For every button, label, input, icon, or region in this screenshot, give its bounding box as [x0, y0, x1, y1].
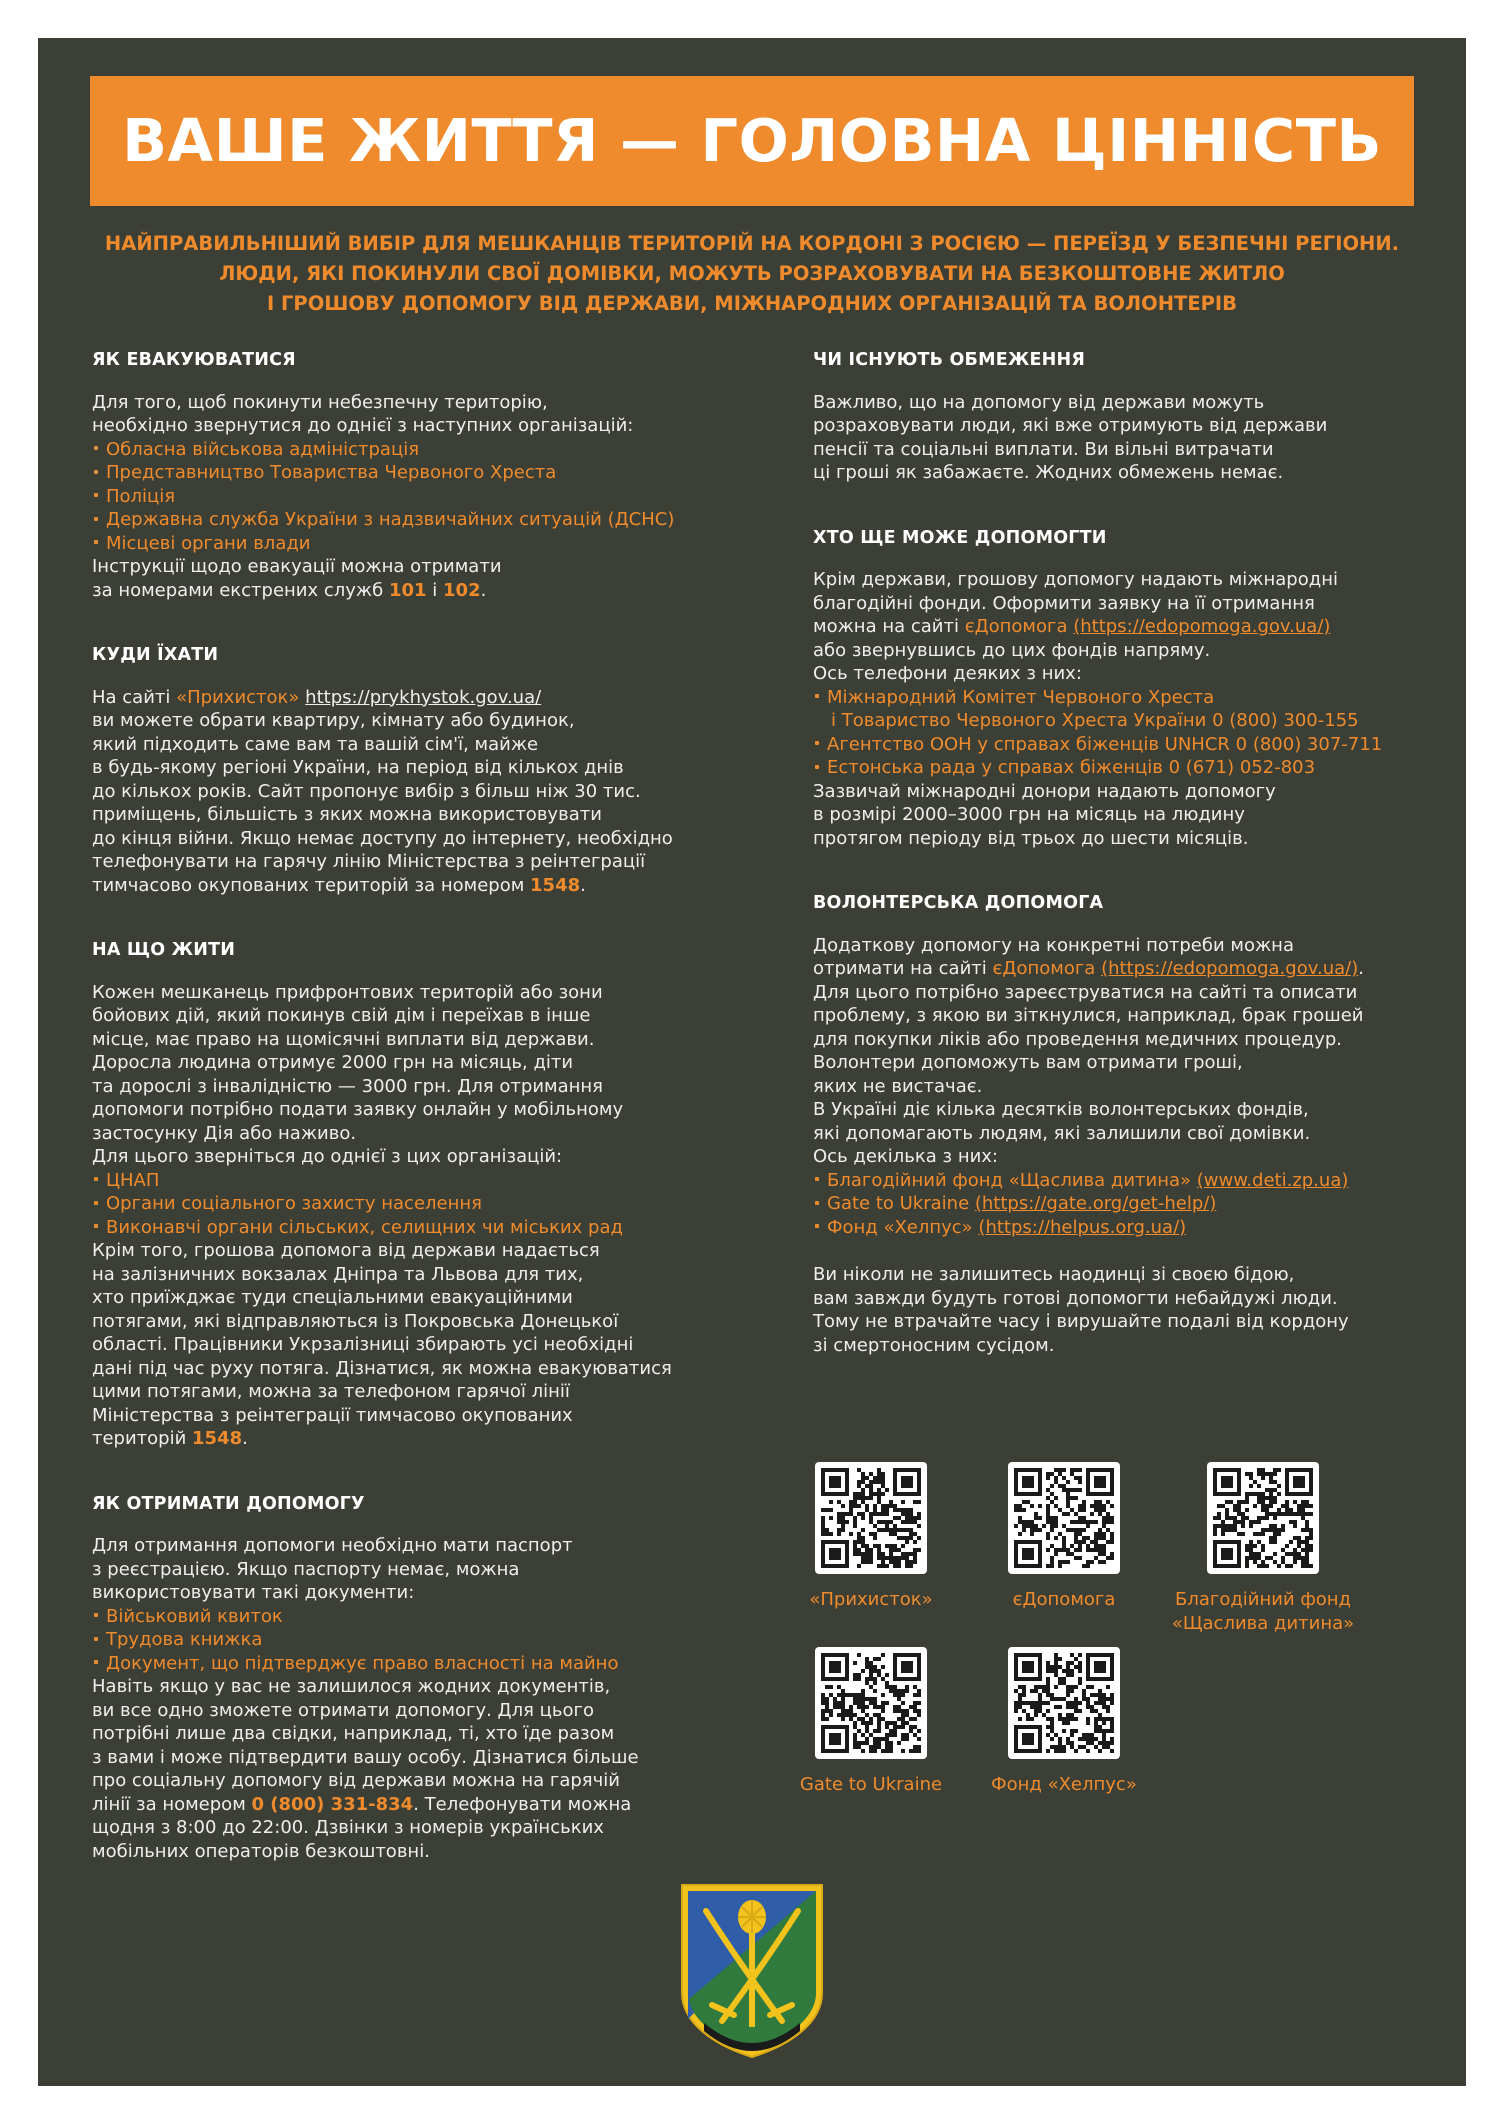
section-line: про соціальну допомогу від держави можна на гарячій: [92, 1770, 620, 1791]
section-line: дані під час руху потяга. Дізнатися, як можна евакуюватися: [92, 1357, 672, 1379]
list-item: Міжнародний Комітет Червоного Хреста: [813, 686, 1443, 710]
section-heading: ЯК ОТРИМАТИ ДОПОМОГУ: [92, 1493, 365, 1514]
site-link[interactable]: (www.deti.zp.ua): [1196, 1169, 1349, 1191]
closing-line: Ви ніколи не залишитесь наодинці зі своєю бідою,: [813, 1264, 1295, 1285]
phone-number: 0 (800) 331-834: [251, 1793, 414, 1815]
section-line: ви все одно зможете отримати допомогу. Для цього: [92, 1699, 595, 1721]
section-line: телефонувати на гарячу лінію Міністерства з реінтеграції: [92, 851, 646, 872]
section-live: [92, 939, 732, 1451]
section-line: Інструкції щодо евакуації можна отримати: [92, 556, 502, 577]
section-heading: КУДИ ЇХАТИ: [92, 645, 219, 665]
list-item: Естонська рада у справах біженців 0 (671) 052-803: [813, 756, 1443, 780]
section-line: для покупки ліків або проведення медичних процедур.: [813, 1028, 1342, 1050]
list-item: Фонд «Хелпус» (https://helpus.org.ua/): [813, 1216, 1443, 1240]
list-item: Виконавчі органи сільських, селищних чи міських рад: [92, 1216, 732, 1240]
list-item: Державна служба України з надзвичайних ситуацій (ДСНС): [92, 508, 732, 532]
list-item: ЦНАП: [92, 1169, 732, 1193]
site-link[interactable]: (https://helpus.org.ua/): [978, 1216, 1187, 1238]
poster: [38, 38, 1466, 2086]
section-line: Крім держави, грошову допомогу надають міжнародні: [813, 569, 1338, 590]
subtitle-line: ЛЮДИ, ЯКІ ПОКИНУЛИ СВОЇ ДОМІВКИ, МОЖУТЬ РОЗРАХОВУВАТИ НА БЕЗКОШТОВНЕ ЖИТЛО: [219, 262, 1285, 285]
section-line: Крім того, грошова допомога від держави надається: [92, 1240, 600, 1261]
list-item: Трудова книжка: [92, 1628, 732, 1652]
left-column: [92, 349, 732, 1863]
subtitle-line: НАЙПРАВИЛЬНІШИЙ ВИБІР ДЛЯ МЕШКАНЦІВ ТЕРИТОРІЙ НА КОРДОНІ З РОСІЄЮ — ПЕРЕЇЗД У БЕЗПЕЧНІ РЕГІОНИ.: [104, 232, 1400, 255]
subtitle-line: І ГРОШОВУ ДОПОМОГУ ВІД ДЕРЖАВИ, МІЖНАРОДНИХ ОРГАНІЗАЦІЙ ТА ВОЛОНТЕРІВ: [266, 292, 1238, 315]
site-link[interactable]: https://prykhystok.gov.ua/: [305, 686, 542, 708]
section-line: проблему, з якою ви зіткнулися, наприклад, брак грошей: [813, 1005, 1364, 1026]
section-line: місце, має право на щомісячні виплати від держави.: [92, 1028, 595, 1050]
qr-label: «Прихисток»: [809, 1589, 933, 1610]
section-line: пенсії та соціальні виплати. Ви вільні витрачати: [813, 438, 1274, 460]
bullet-icon: [94, 446, 98, 450]
section-line: необхідно звернутися до однієї з наступних організацій:: [92, 415, 634, 436]
section-line: благодійні фонди. Оформити заявку на її отримання: [813, 592, 1315, 614]
site-link[interactable]: (https://edopomoga.gov.ua/): [1101, 958, 1359, 979]
section-who: [813, 527, 1443, 851]
section-line: Додаткову допомогу на конкретні потреби можна: [813, 934, 1294, 956]
qr-label: Фонд «Хелпус»: [991, 1774, 1137, 1795]
section-line: Для того, щоб покинути небезпечну територію,: [92, 391, 548, 413]
bullet-icon: [815, 741, 819, 745]
section-line: Ось телефони деяких з них:: [813, 663, 1082, 684]
section-line: лінії за номером 0 (800) 331-834. Телефонувати можна: [92, 1793, 632, 1815]
section-line: на залізничних вокзалах Дніпра та Львова для тих,: [92, 1263, 584, 1285]
closing-line: вам завжди будуть готові допомогти небайдужі люди.: [813, 1287, 1338, 1309]
list-item: Благодійний фонд «Щаслива дитина» (www.deti.zp.ua): [813, 1169, 1443, 1193]
section-line: отримати на сайті єДопомога (https://edopomoga.gov.ua/).: [813, 958, 1364, 979]
section-line: щодня з 8:00 до 22:00. Дзвінки з номерів українських: [92, 1817, 604, 1838]
section-heading: ЯК ЕВАКУЮВАТИСЯ: [92, 350, 296, 370]
section-line: Кожен мешканець прифронтових територій або зони: [92, 981, 603, 1003]
site-link[interactable]: (https://gate.org/get-help/): [974, 1193, 1217, 1214]
section-line: мобільних операторів безкоштовні.: [92, 1840, 430, 1862]
section-line: потрібні лише два свідки, наприклад, ті, хто їде разом: [92, 1723, 615, 1744]
section-line: з вами і може підтвердити вашу особу. Дізнатися більше: [92, 1746, 639, 1768]
bullet-icon: [94, 493, 98, 497]
qr-code-icon: [815, 1647, 927, 1759]
section-line: з реєстрацією. Якщо паспорту немає, можна: [92, 1558, 520, 1580]
section-line: цими потягами, можна за телефоном гарячої лінії: [92, 1381, 570, 1402]
ministry-reintegration-emblem-icon: [678, 1881, 826, 2059]
section-line: застосунку Дія або наживо.: [92, 1122, 357, 1144]
section-line: ці гроші як забажаєте. Жодних обмежень немає.: [813, 462, 1284, 483]
list-item: Представництво Товариства Червоного Хреста: [92, 461, 732, 485]
section-line: протягом періоду від трьох до шести місяців.: [813, 827, 1249, 849]
section-line: можна на сайті єДопомога (https://edopomoga.gov.ua/): [813, 616, 1331, 637]
subtitle: [78, 229, 1426, 319]
section-line: Важливо, що на допомогу від держави можуть: [813, 391, 1265, 413]
section-line: тимчасово окупованих територій за номером 1548.: [92, 874, 586, 896]
section-line: Доросла людина отримує 2000 грн на місяць, діти: [92, 1052, 574, 1073]
section-line: до кількох років. Сайт пропонує вибір з більш ніж 30 тис.: [92, 780, 641, 802]
section-line: територій 1548.: [92, 1428, 248, 1449]
list-item: Військовий квиток: [92, 1605, 732, 1629]
qr-edopomoga[interactable]: [969, 1462, 1159, 1612]
bullet-icon: [815, 1177, 819, 1181]
bullet-icon: [94, 1201, 98, 1205]
qr-label: єДопомога: [1012, 1589, 1116, 1610]
section-line: які допомагають людям, які залишили свої домівки.: [813, 1122, 1311, 1144]
section-line: в розмірі 2000–3000 грн на місяць на людину: [813, 804, 1245, 825]
section-line: В Україні діє кілька десятків волонтерських фондів,: [813, 1099, 1309, 1120]
section-line: бойових дій, який покинув свій дім і переїхав в інше: [92, 1005, 591, 1026]
section-limits: [813, 349, 1443, 485]
list-item: Документ, що підтверджує право власності на майно: [92, 1652, 732, 1676]
phone-number: 102: [443, 579, 481, 601]
section-line: Для отримання допомоги необхідно мати паспорт: [92, 1535, 573, 1556]
phone-number: 1548: [192, 1428, 243, 1449]
section-line: який підходить саме вам та вашій сім'ї, майже: [92, 733, 539, 755]
bullet-icon: [815, 694, 819, 698]
qr-gate-to-ukraine[interactable]: [776, 1647, 966, 1797]
section-line: Зазвичай міжнародні донори надають допомогу: [813, 780, 1276, 802]
section-line: використовувати такі документи:: [92, 1582, 415, 1603]
section-line: Волонтери допоможуть вам отримати гроші,: [813, 1052, 1243, 1073]
section-line: Для цього потрібно зареєструватися на сайті та описати: [813, 981, 1358, 1003]
section-line: допомоги потрібно подати заявку онлайн у мобільному: [92, 1099, 624, 1120]
bullet-icon: [815, 1224, 819, 1228]
bullet-icon: [94, 540, 98, 544]
list-item: Gate to Ukraine (https://gate.org/get-help/): [813, 1192, 1443, 1216]
section-volunteer: [813, 892, 1443, 1357]
qr-label: Благодійний фонд «Щаслива дитина»: [1171, 1589, 1355, 1634]
bullet-icon: [94, 1224, 98, 1228]
section-line: яких не вистачає.: [813, 1075, 983, 1097]
right-column: [813, 349, 1443, 1357]
qr-code-icon: [1008, 1462, 1120, 1574]
list-item: Місцеві органи влади: [92, 532, 732, 556]
section-evacuate: [92, 349, 732, 602]
list-item: Агентство ООН у справах біженців UNHCR 0 (800) 307-711: [813, 733, 1443, 757]
section-line: або звернувшись до цих фондів напряму.: [813, 639, 1211, 661]
bullet-icon: [94, 1613, 98, 1617]
list-item-continued: і Товариство Червоного Хреста України 0 (800) 300-155: [831, 710, 1359, 731]
section-line: до кінця війни. Якщо немає доступу до інтернету, необхідно: [92, 827, 673, 849]
section-line: Ось декілька з них:: [813, 1146, 999, 1167]
qr-happy-child[interactable]: [1158, 1462, 1368, 1636]
section-line: за номерами екстрених служб 101 і 102.: [92, 579, 487, 601]
bullet-icon: [94, 1177, 98, 1181]
section-heading: НА ЩО ЖИТИ: [92, 940, 236, 960]
qr-code-icon: [1008, 1647, 1120, 1759]
list-item: Органи соціального захисту населення: [92, 1192, 732, 1216]
section-help: [92, 1493, 732, 1864]
section-line: розраховувати люди, які вже отримують від держави: [813, 415, 1328, 436]
section-line: Міністерства з реінтеграції тимчасово окупованих: [92, 1404, 573, 1426]
qr-prykhystok[interactable]: [776, 1462, 966, 1612]
bullet-icon: [815, 1201, 819, 1205]
section-line: Для цього зверніться до однієї з цих організацій:: [92, 1146, 563, 1167]
closing-line: Тому не втрачайте часу і вирушайте подалі від кордону: [813, 1311, 1349, 1332]
section-line: Навіть якщо у вас не залишилося жодних документів,: [92, 1676, 611, 1697]
section-where: [92, 644, 732, 897]
section-line: в будь-якому регіоні України, на період від кількох днів: [92, 757, 624, 778]
section-heading: ЧИ ІСНУЮТЬ ОБМЕЖЕННЯ: [813, 350, 1086, 370]
qr-code-icon: [815, 1462, 927, 1574]
site-name: єДопомога: [992, 958, 1096, 979]
bullet-icon: [94, 1660, 98, 1664]
list-item: Обласна військова адміністрація: [92, 438, 732, 462]
section-heading: ВОЛОНТЕРСЬКА ДОПОМОГА: [813, 893, 1104, 913]
page-title: ВАШЕ ЖИТТЯ — ГОЛОВНА ЦІННІСТЬ: [122, 106, 1382, 175]
site-link[interactable]: (https://edopomoga.gov.ua/): [1073, 616, 1331, 637]
section-line: приміщень, більшість з яких можна використовувати: [92, 804, 602, 825]
phone-number: 1548: [530, 874, 581, 896]
bullet-icon: [94, 517, 98, 521]
site-name: «Прихисток»: [176, 686, 300, 708]
bullet-icon: [94, 1637, 98, 1641]
section-line: На сайті «Прихисток» https://prykhystok.gov.ua/: [92, 686, 542, 708]
bullet-icon: [94, 470, 98, 474]
qr-code-icon: [1207, 1462, 1319, 1574]
section-line: хто приїжджає туди спеціальними евакуаційними: [92, 1287, 573, 1308]
section-line: ви можете обрати квартиру, кімнату або будинок,: [92, 710, 575, 731]
site-name: єДопомога: [964, 616, 1068, 637]
section-heading: ХТО ЩЕ МОЖЕ ДОПОМОГТИ: [813, 527, 1107, 548]
closing-line: зі смертоносним сусідом.: [813, 1334, 1055, 1356]
phone-number: 101: [388, 579, 427, 601]
title-banner: [90, 76, 1414, 206]
list-item: Поліція: [92, 485, 732, 509]
qr-helpus[interactable]: [969, 1647, 1159, 1797]
section-line: потягами, які відправляються із Покровська Донецької: [92, 1310, 619, 1332]
section-line: та дорослі з інвалідністю — 3000 грн. Для отримання: [92, 1075, 603, 1097]
qr-label: Gate to Ukraine: [799, 1774, 943, 1795]
bullet-icon: [815, 765, 819, 769]
section-line: області. Працівники Укрзалізниці збирають усі необхідні: [92, 1334, 634, 1355]
